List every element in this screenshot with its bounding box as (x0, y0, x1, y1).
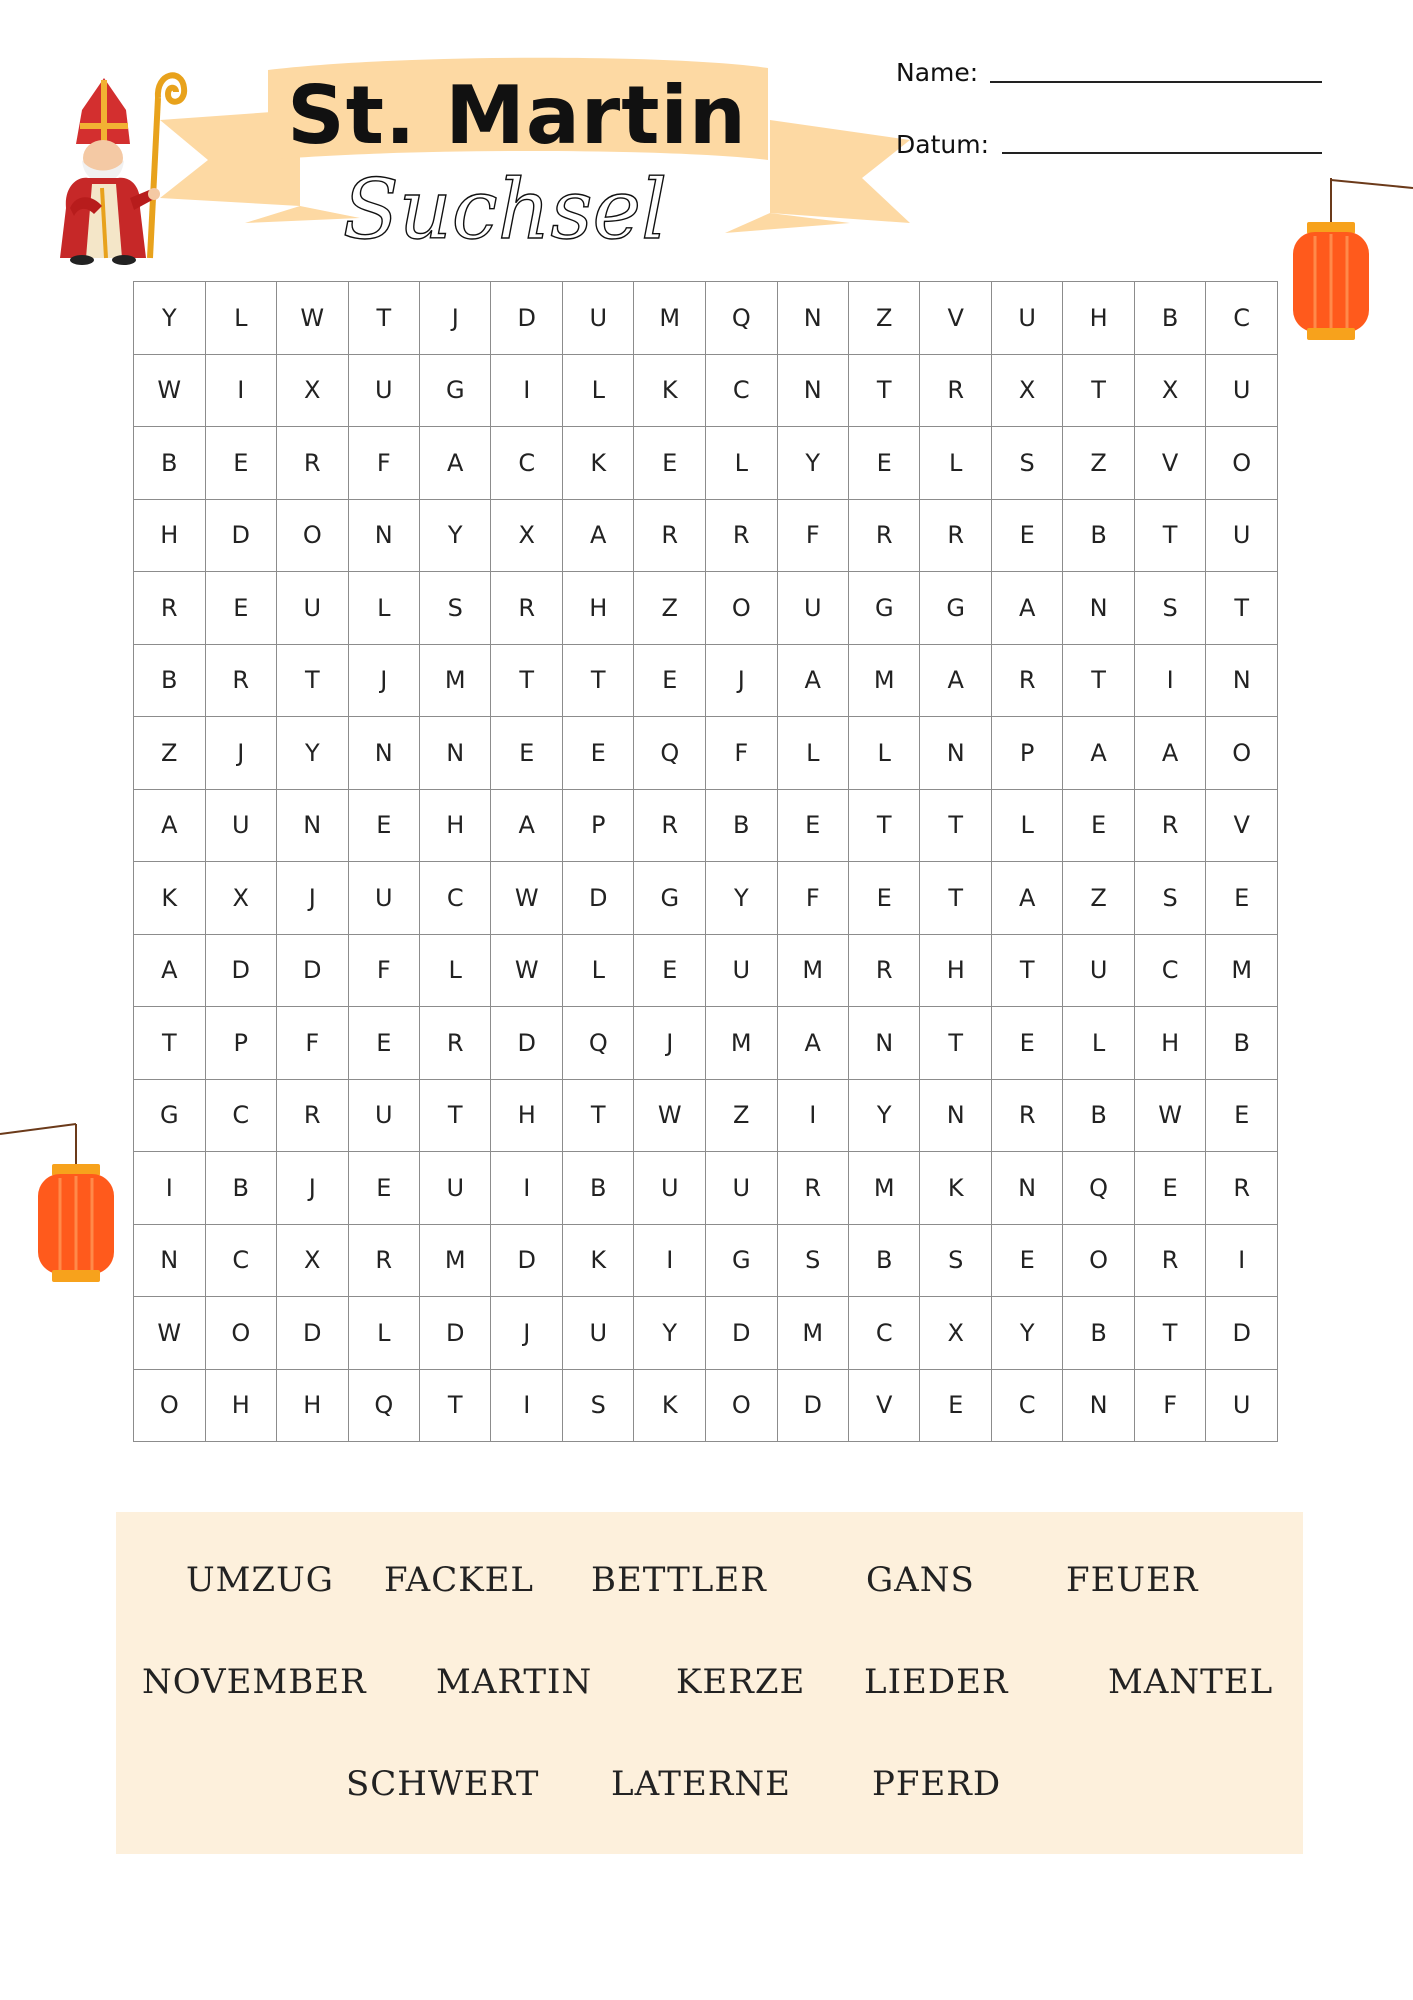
grid-cell[interactable]: N (991, 1152, 1062, 1225)
grid-cell[interactable]: O (205, 1297, 276, 1370)
grid-cell[interactable]: Z (706, 1079, 777, 1152)
grid-cell[interactable]: R (777, 1152, 848, 1225)
date-label: Datum: (896, 130, 989, 159)
grid-cell[interactable]: A (991, 572, 1062, 645)
grid-cell[interactable]: T (920, 1007, 991, 1080)
grid-cell[interactable]: J (420, 282, 491, 355)
grid-cell[interactable]: T (1134, 1297, 1206, 1370)
grid-cell[interactable]: R (920, 499, 991, 572)
grid-cell[interactable]: N (348, 717, 419, 790)
grid-cell[interactable]: S (920, 1224, 991, 1297)
grid-cell[interactable]: E (348, 789, 419, 862)
grid-cell[interactable]: R (277, 1079, 349, 1152)
grid-cell[interactable]: C (706, 354, 777, 427)
grid-cell[interactable]: X (205, 862, 276, 935)
grid-cell[interactable]: Z (1063, 427, 1134, 500)
grid-cell[interactable]: L (777, 717, 848, 790)
grid-cell[interactable]: J (277, 1152, 349, 1225)
grid-cell[interactable]: R (1134, 789, 1206, 862)
grid-cell[interactable]: S (563, 1369, 634, 1442)
word-bettler: BETTLER (591, 1560, 767, 1600)
grid-cell[interactable]: E (1206, 862, 1278, 935)
grid-cell[interactable]: E (991, 1224, 1062, 1297)
grid-cell[interactable]: W (634, 1079, 706, 1152)
grid-cell[interactable]: C (1134, 934, 1206, 1007)
grid-cell[interactable]: R (991, 644, 1062, 717)
grid-cell[interactable]: U (563, 1297, 634, 1370)
name-label: Name: (896, 58, 979, 87)
grid-cell[interactable]: H (491, 1079, 563, 1152)
word-umzug: UMZUG (186, 1560, 334, 1600)
grid-cell[interactable]: E (634, 934, 706, 1007)
grid-cell[interactable]: L (205, 282, 276, 355)
grid-cell[interactable]: A (991, 862, 1062, 935)
grid-cell[interactable]: A (134, 934, 206, 1007)
grid-cell[interactable]: E (1063, 789, 1134, 862)
grid-cell[interactable]: U (348, 1079, 419, 1152)
grid-cell[interactable]: P (563, 789, 634, 862)
grid-cell[interactable]: E (348, 1007, 419, 1080)
grid-cell[interactable]: D (491, 1007, 563, 1080)
subtitle-script (290, 150, 720, 270)
grid-row (134, 1079, 1278, 1152)
grid-cell[interactable]: S (777, 1224, 848, 1297)
grid-cell[interactable]: V (1206, 789, 1278, 862)
grid-cell[interactable]: U (205, 789, 276, 862)
grid-cell[interactable]: R (1134, 1224, 1206, 1297)
grid-cell[interactable]: U (634, 1152, 706, 1225)
grid-cell[interactable]: L (563, 934, 634, 1007)
grid-cell[interactable]: H (277, 1369, 349, 1442)
grid-cell[interactable]: E (991, 499, 1062, 572)
grid-cell[interactable]: E (849, 862, 920, 935)
grid-cell[interactable]: N (1063, 572, 1134, 645)
grid-row (134, 427, 1278, 500)
grid-cell[interactable]: V (920, 282, 991, 355)
grid-cell[interactable]: Y (420, 499, 491, 572)
grid-cell[interactable]: N (348, 499, 419, 572)
grid-cell[interactable]: V (1134, 427, 1206, 500)
grid-cell[interactable]: T (563, 644, 634, 717)
grid-cell[interactable]: A (491, 789, 563, 862)
grid-cell[interactable]: H (563, 572, 634, 645)
grid-cell[interactable]: F (348, 427, 419, 500)
grid-cell[interactable]: R (706, 499, 777, 572)
grid-cell[interactable]: A (1134, 717, 1206, 790)
grid-row (134, 354, 1278, 427)
grid-cell[interactable]: R (920, 354, 991, 427)
grid-cell[interactable]: F (1134, 1369, 1206, 1442)
grid-row (134, 1224, 1278, 1297)
grid-cell[interactable]: G (920, 572, 991, 645)
grid-cell[interactable]: E (563, 717, 634, 790)
grid-row (134, 789, 1278, 862)
grid-cell[interactable]: K (563, 1224, 634, 1297)
grid-cell[interactable]: U (1206, 354, 1278, 427)
grid-cell[interactable]: U (420, 1152, 491, 1225)
grid-cell[interactable]: F (706, 717, 777, 790)
grid-cell[interactable]: B (706, 789, 777, 862)
word-pferd: PFERD (872, 1764, 1002, 1804)
grid-cell[interactable]: C (205, 1224, 276, 1297)
word-search-grid (133, 281, 1278, 1442)
grid-cell[interactable]: A (134, 789, 206, 862)
grid-cell[interactable]: I (777, 1079, 848, 1152)
grid-cell[interactable]: A (777, 1007, 848, 1080)
grid-cell[interactable]: P (991, 717, 1062, 790)
grid-cell[interactable]: G (849, 572, 920, 645)
grid-cell[interactable]: Z (1063, 862, 1134, 935)
grid-cell[interactable]: F (277, 1007, 349, 1080)
grid-row (134, 644, 1278, 717)
grid-cell[interactable]: E (634, 427, 706, 500)
grid-cell[interactable]: O (134, 1369, 206, 1442)
grid-cell[interactable]: J (205, 717, 276, 790)
grid-cell[interactable]: C (991, 1369, 1062, 1442)
grid-cell[interactable]: Q (1063, 1152, 1134, 1225)
grid-cell[interactable]: G (134, 1079, 206, 1152)
grid-cell[interactable]: E (348, 1152, 419, 1225)
grid-cell[interactable]: N (1063, 1369, 1134, 1442)
grid-cell[interactable]: A (563, 499, 634, 572)
grid-cell[interactable]: A (420, 427, 491, 500)
grid-cell[interactable]: L (849, 717, 920, 790)
grid-cell[interactable]: L (348, 572, 419, 645)
grid-cell[interactable]: T (991, 934, 1062, 1007)
grid-cell[interactable]: J (491, 1297, 563, 1370)
grid-cell[interactable]: T (1206, 572, 1278, 645)
grid-cell[interactable]: T (920, 789, 991, 862)
grid-cell[interactable]: N (849, 1007, 920, 1080)
grid-cell[interactable]: I (634, 1224, 706, 1297)
grid-cell[interactable]: S (991, 427, 1062, 500)
grid-cell[interactable]: J (348, 644, 419, 717)
grid-cell[interactable]: E (991, 1007, 1062, 1080)
grid-cell[interactable]: M (849, 644, 920, 717)
grid-cell[interactable]: U (1063, 934, 1134, 1007)
grid-cell[interactable]: H (920, 934, 991, 1007)
grid-cell[interactable]: U (563, 282, 634, 355)
word-feuer: FEUER (1066, 1560, 1199, 1600)
grid-cell[interactable]: N (277, 789, 349, 862)
grid-cell[interactable]: B (205, 1152, 276, 1225)
grid-cell[interactable]: R (634, 499, 706, 572)
word-martin: MARTIN (436, 1662, 593, 1702)
grid-cell[interactable]: L (563, 354, 634, 427)
grid-cell[interactable]: J (634, 1007, 706, 1080)
grid-cell[interactable]: N (777, 354, 848, 427)
grid-cell[interactable]: Y (706, 862, 777, 935)
grid-cell[interactable]: B (849, 1224, 920, 1297)
word-gans: GANS (866, 1560, 975, 1600)
grid-cell[interactable]: B (1063, 1079, 1134, 1152)
grid-cell[interactable]: B (1063, 1297, 1134, 1370)
grid-cell[interactable]: I (205, 354, 276, 427)
grid-cell[interactable]: E (920, 1369, 991, 1442)
grid-cell[interactable]: I (1206, 1224, 1278, 1297)
grid-cell[interactable]: D (706, 1297, 777, 1370)
grid-cell[interactable]: R (849, 499, 920, 572)
grid-row (134, 862, 1278, 935)
grid-cell[interactable]: I (491, 1152, 563, 1225)
grid-cell[interactable]: U (1206, 1369, 1278, 1442)
grid-cell[interactable]: A (777, 644, 848, 717)
grid-cell[interactable]: N (920, 1079, 991, 1152)
grid-cell[interactable]: M (706, 1007, 777, 1080)
grid-cell[interactable]: H (420, 789, 491, 862)
grid-cell[interactable]: M (777, 934, 848, 1007)
grid-cell[interactable]: U (777, 572, 848, 645)
grid-cell[interactable]: Q (634, 717, 706, 790)
grid-cell[interactable]: M (1206, 934, 1278, 1007)
grid-cell[interactable]: R (849, 934, 920, 1007)
grid-cell[interactable]: D (205, 934, 276, 1007)
grid-cell[interactable]: A (920, 644, 991, 717)
grid-cell[interactable]: K (634, 354, 706, 427)
grid-cell[interactable]: G (420, 354, 491, 427)
grid-cell[interactable]: W (134, 354, 206, 427)
grid-row (134, 1369, 1278, 1442)
word-laterne: LATERNE (611, 1764, 791, 1804)
grid-cell[interactable]: R (634, 789, 706, 862)
grid-cell[interactable]: X (491, 499, 563, 572)
grid-cell[interactable]: D (491, 1224, 563, 1297)
grid-cell[interactable]: S (1134, 572, 1206, 645)
grid-cell[interactable]: U (991, 282, 1062, 355)
grid-cell[interactable]: A (1063, 717, 1134, 790)
grid-cell[interactable]: K (134, 862, 206, 935)
grid-cell[interactable]: Y (849, 1079, 920, 1152)
grid-cell[interactable]: F (777, 862, 848, 935)
grid-cell[interactable]: Y (277, 717, 349, 790)
grid-row (134, 1152, 1278, 1225)
grid-cell[interactable]: E (1134, 1152, 1206, 1225)
grid-cell[interactable]: R (348, 1224, 419, 1297)
grid-cell[interactable]: I (491, 354, 563, 427)
grid-cell[interactable]: C (205, 1079, 276, 1152)
grid-cell[interactable]: X (991, 354, 1062, 427)
grid-cell[interactable]: N (134, 1224, 206, 1297)
grid-cell[interactable]: Y (634, 1297, 706, 1370)
word-list-box (116, 1512, 1303, 1854)
grid-cell[interactable]: R (1206, 1152, 1278, 1225)
grid-cell[interactable]: B (134, 644, 206, 717)
grid-cell[interactable]: M (777, 1297, 848, 1370)
grid-row (134, 934, 1278, 1007)
lantern-icon (1285, 178, 1413, 363)
grid-cell[interactable]: H (1134, 1007, 1206, 1080)
grid-cell[interactable]: J (706, 644, 777, 717)
grid-cell[interactable]: D (491, 282, 563, 355)
word-fackel: FACKEL (384, 1560, 535, 1600)
grid-cell[interactable]: H (205, 1369, 276, 1442)
grid-cell[interactable]: F (777, 499, 848, 572)
grid-cell[interactable]: V (849, 1369, 920, 1442)
grid-cell[interactable]: B (134, 427, 206, 500)
grid-cell[interactable]: G (706, 1224, 777, 1297)
grid-cell[interactable]: B (563, 1152, 634, 1225)
grid-cell[interactable]: K (920, 1152, 991, 1225)
grid-cell[interactable]: U (277, 572, 349, 645)
grid-cell[interactable]: E (205, 572, 276, 645)
grid-cell[interactable]: T (920, 862, 991, 935)
grid-cell[interactable]: P (205, 1007, 276, 1080)
grid-cell[interactable]: J (277, 862, 349, 935)
grid-cell[interactable]: H (134, 499, 206, 572)
grid-cell[interactable]: T (277, 644, 349, 717)
word-kerze: KERZE (676, 1662, 806, 1702)
grid-cell[interactable]: W (277, 282, 349, 355)
grid-cell[interactable]: T (1134, 499, 1206, 572)
grid-row (134, 572, 1278, 645)
grid-cell[interactable]: T (348, 282, 419, 355)
page-title: St. Martin (287, 69, 747, 162)
grid-row (134, 499, 1278, 572)
grid-cell[interactable]: O (1206, 717, 1278, 790)
grid-cell[interactable]: R (491, 572, 563, 645)
grid-cell[interactable]: R (277, 427, 349, 500)
grid-cell[interactable]: Q (348, 1369, 419, 1442)
grid-cell[interactable]: N (920, 717, 991, 790)
grid-cell[interactable]: B (1063, 499, 1134, 572)
grid-cell[interactable]: T (849, 354, 920, 427)
grid-cell[interactable]: U (706, 934, 777, 1007)
grid-cell[interactable]: O (1063, 1224, 1134, 1297)
grid-cell[interactable]: M (420, 644, 491, 717)
grid-cell[interactable]: U (706, 1152, 777, 1225)
word-lieder: LIEDER (864, 1662, 1009, 1702)
grid-cell[interactable]: Z (849, 282, 920, 355)
grid-cell[interactable]: W (491, 934, 563, 1007)
grid-cell[interactable]: Q (563, 1007, 634, 1080)
grid-row (134, 1007, 1278, 1080)
grid-cell[interactable]: O (277, 499, 349, 572)
grid-cell[interactable]: U (348, 862, 419, 935)
grid-cell[interactable]: G (634, 862, 706, 935)
grid-cell[interactable]: Y (991, 1297, 1062, 1370)
name-field[interactable] (990, 81, 1322, 83)
grid-cell[interactable]: M (634, 282, 706, 355)
grid-cell[interactable]: S (1134, 862, 1206, 935)
grid-cell[interactable]: B (1206, 1007, 1278, 1080)
grid-cell[interactable]: C (491, 427, 563, 500)
grid-cell[interactable]: W (134, 1297, 206, 1370)
grid-cell[interactable]: L (706, 427, 777, 500)
grid-cell[interactable]: E (777, 789, 848, 862)
grid-cell[interactable]: C (420, 862, 491, 935)
grid-cell[interactable]: M (849, 1152, 920, 1225)
grid-cell[interactable]: F (348, 934, 419, 1007)
grid-row (134, 717, 1278, 790)
subtitle-text: Suchsel (342, 163, 668, 258)
grid-cell[interactable]: O (1206, 427, 1278, 500)
grid-cell[interactable]: C (849, 1297, 920, 1370)
grid-row (134, 282, 1278, 355)
word-mantel: MANTEL (1108, 1662, 1274, 1702)
grid-cell[interactable]: L (920, 427, 991, 500)
grid-cell[interactable]: E (205, 427, 276, 500)
word-november: NOVEMBER (142, 1662, 367, 1702)
grid-cell[interactable]: K (634, 1369, 706, 1442)
grid-cell[interactable]: N (1206, 644, 1278, 717)
grid-cell[interactable]: S (420, 572, 491, 645)
grid-cell[interactable]: Y (134, 282, 206, 355)
grid-cell[interactable]: E (849, 427, 920, 500)
grid-cell[interactable]: X (920, 1297, 991, 1370)
grid-cell[interactable]: L (420, 934, 491, 1007)
date-field[interactable] (1002, 152, 1322, 154)
grid-cell[interactable]: T (491, 644, 563, 717)
grid-cell[interactable]: W (491, 862, 563, 935)
grid-cell[interactable]: T (134, 1007, 206, 1080)
grid-cell[interactable]: I (1134, 644, 1206, 717)
grid-cell[interactable]: X (277, 354, 349, 427)
grid-row (134, 1297, 1278, 1370)
grid-cell[interactable]: D (205, 499, 276, 572)
grid-cell[interactable]: L (991, 789, 1062, 862)
grid-cell[interactable]: M (420, 1224, 491, 1297)
grid-cell[interactable]: X (1134, 354, 1206, 427)
grid-cell[interactable]: Z (134, 717, 206, 790)
grid-cell[interactable]: K (563, 427, 634, 500)
grid-cell[interactable]: I (491, 1369, 563, 1442)
grid-cell[interactable]: D (777, 1369, 848, 1442)
grid-cell[interactable]: X (277, 1224, 349, 1297)
grid-cell[interactable]: I (134, 1152, 206, 1225)
grid-cell[interactable]: L (1063, 1007, 1134, 1080)
grid-cell[interactable]: R (134, 572, 206, 645)
grid-cell[interactable]: N (777, 282, 848, 355)
grid-cell[interactable]: Y (777, 427, 848, 500)
lantern-icon (0, 1118, 120, 1308)
grid-cell[interactable]: R (205, 644, 276, 717)
grid-cell[interactable]: C (1206, 282, 1278, 355)
grid-cell[interactable]: T (1063, 644, 1134, 717)
grid-cell[interactable]: Q (706, 282, 777, 355)
grid-cell[interactable]: U (1206, 499, 1278, 572)
grid-cell[interactable]: D (563, 862, 634, 935)
grid-cell[interactable]: L (348, 1297, 419, 1370)
grid-cell[interactable]: N (420, 717, 491, 790)
grid-cell[interactable]: D (277, 1297, 349, 1370)
grid-cell[interactable]: O (706, 1369, 777, 1442)
grid-cell[interactable]: H (1063, 282, 1134, 355)
grid-cell[interactable]: D (420, 1297, 491, 1370)
grid-cell[interactable]: R (420, 1007, 491, 1080)
grid-cell[interactable]: T (420, 1369, 491, 1442)
grid-cell[interactable]: T (849, 789, 920, 862)
grid-cell[interactable]: U (348, 354, 419, 427)
grid-cell[interactable]: B (1134, 282, 1206, 355)
grid-cell[interactable]: Z (634, 572, 706, 645)
word-schwert: SCHWERT (346, 1764, 540, 1804)
grid-cell[interactable]: E (491, 717, 563, 790)
grid-cell[interactable]: W (1134, 1079, 1206, 1152)
grid-cell[interactable]: T (420, 1079, 491, 1152)
grid-cell[interactable]: O (706, 572, 777, 645)
grid-cell[interactable]: E (1206, 1079, 1278, 1152)
grid-cell[interactable]: D (277, 934, 349, 1007)
grid-cell[interactable]: R (991, 1079, 1062, 1152)
grid-cell[interactable]: T (563, 1079, 634, 1152)
grid-cell[interactable]: T (1063, 354, 1134, 427)
grid-cell[interactable]: D (1206, 1297, 1278, 1370)
grid-cell[interactable]: E (634, 644, 706, 717)
